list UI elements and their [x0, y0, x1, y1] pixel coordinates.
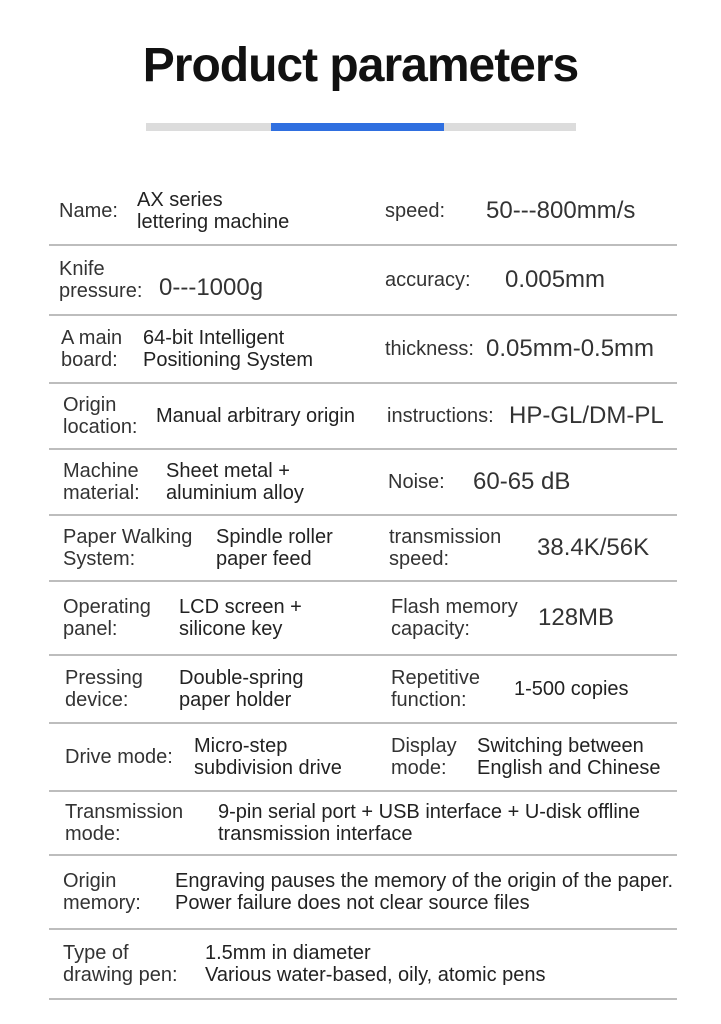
param-value: 1-500 copies	[514, 678, 629, 700]
param-value: Engraving pauses the memory of the origin of the paper. Power failure does not clear source files	[175, 870, 674, 914]
param-value: LCD screen + silicone key	[179, 596, 302, 640]
param-label: transmission speed:	[389, 526, 502, 570]
page-title: Product parameters	[142, 39, 579, 92]
param-value: Manual arbitrary origin	[156, 405, 355, 427]
param-row	[49, 178, 677, 246]
param-row	[49, 384, 677, 450]
param-value: AX series lettering machine	[137, 189, 290, 233]
param-label: instructions:	[387, 405, 494, 427]
param-value: 60-65 dB	[473, 468, 571, 495]
param-value: 38.4K/56K	[537, 534, 650, 561]
param-label: Drive mode:	[65, 746, 173, 768]
param-label: Origin location:	[63, 394, 138, 438]
param-label: Repetitive function:	[391, 667, 480, 711]
param-row	[49, 792, 677, 856]
param-label: thickness:	[385, 338, 474, 360]
param-value: 128MB	[538, 604, 615, 631]
param-label: Name:	[59, 200, 118, 222]
param-value: 64-bit Intelligent Positioning System	[143, 327, 314, 371]
param-value: HP-GL/DM-PL	[509, 402, 664, 429]
param-value: 1.5mm in diameter Various water-based, oily, atomic pens	[205, 942, 546, 986]
param-value: Sheet metal + aluminium alloy	[166, 460, 304, 504]
param-row	[49, 246, 677, 316]
title-underline-accent	[271, 123, 444, 131]
param-row	[49, 930, 677, 1000]
param-row	[49, 450, 677, 516]
param-value: Spindle roller paper feed	[216, 526, 333, 570]
param-label: Flash memory capacity:	[391, 596, 518, 640]
param-value: Micro-step subdivision drive	[194, 735, 342, 779]
param-label: accuracy:	[385, 269, 471, 291]
param-label: Paper Walking System:	[63, 526, 193, 570]
param-label: Noise:	[388, 471, 445, 493]
param-value: 0---1000g	[159, 274, 264, 301]
param-label: Operating panel:	[63, 596, 151, 640]
param-value: 9-pin serial port + USB interface + U-disk offline transmission interface	[218, 801, 641, 845]
param-label: Machine material:	[63, 460, 140, 504]
param-label: Display mode:	[391, 735, 457, 779]
param-row	[49, 582, 677, 656]
param-value: 0.05mm-0.5mm	[486, 335, 655, 362]
param-row	[49, 724, 677, 792]
param-label: Type of drawing pen:	[63, 942, 178, 986]
param-row	[49, 316, 677, 384]
param-label: speed:	[385, 200, 446, 222]
param-value: 0.005mm	[505, 266, 606, 293]
param-label: Origin memory:	[63, 870, 141, 914]
param-label: A main board:	[61, 327, 123, 371]
param-value: 50---800mm/s	[486, 197, 636, 224]
param-row	[49, 656, 677, 724]
param-value: Double-spring paper holder	[179, 667, 304, 711]
param-label: Knife pressure:	[59, 258, 143, 302]
param-label: Transmission mode:	[65, 801, 184, 845]
param-value: Switching between English and Chinese	[477, 735, 661, 779]
param-label: Pressing device:	[65, 667, 143, 711]
param-row	[49, 516, 677, 582]
param-row	[49, 856, 677, 930]
